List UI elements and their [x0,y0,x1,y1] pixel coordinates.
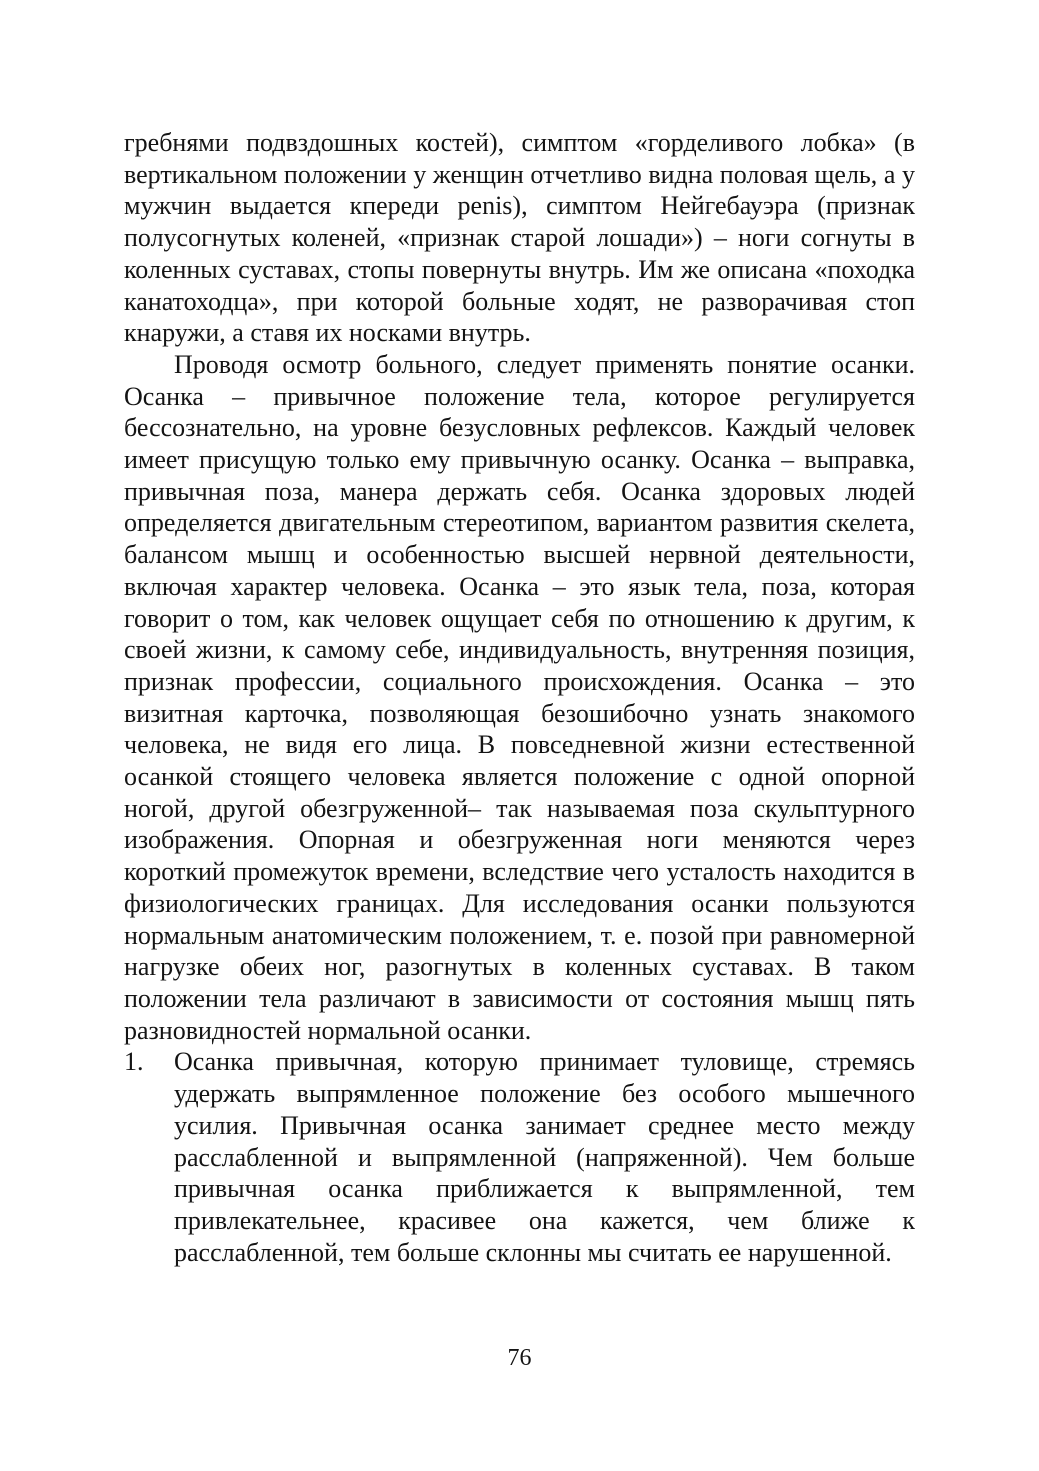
list-item-text: Осанка привычная, которую принимает туловище, стремясь удержать выпрямленное положение без особого мышечного усилия. Привычная осанка занимает среднее место между расслабленной и выпрямленной (напряженной). Чем больше привычная осанка приближается к выпрямленной, тем привлекательнее, красивее она кажется, чем ближе к расслабленной, тем больше склонны мы считать ее нарушенной. [174,1047,915,1267]
page-body [124,127,915,1268]
list-item [124,1046,915,1268]
posture-types-list [124,1046,915,1268]
list-item-number: 1. [124,1047,144,1077]
paragraph-posture-definition: Проводя осмотр больного, следует применять понятие осанки. Осанка – привычное положение тела, которое регулируется бессознательно, на уровне безусловных рефлексов. Каждый человек имеет присущую только ему привычную осанку. Осанка – выправка, привычная поза, манера держать себя. Осанка здоровых людей определяется двигательным стереотипом, вариантом развития скелета, балансом мышц и особенностью высшей нервной деятельности, включая характер человека. Осанка – это язык тела, поза, которая говорит о том, как человек ощущает себя по отношению к другим, к своей жизни, к самому себе, индивидуальность, внутренняя позиция, признак профессии, социального происхождения. Осанка – это визитная карточка, позволяющая безошибочно узнать знакомого человека, не видя его лица. В повседневной жизни естественной осанкой стоящего человека является положение с одной опорной ногой, другой обезгруженной– так называемая поза скульптурного изображения. Опорная и обезгруженная ноги меняются через короткий промежуток времени, вследствие чего усталость находится в физиологических границах. Для исследования осанки пользуются нормальным анатомическим положением, т. е. позой при равномерной нагрузке обеих ног, разогнутых в коленных суставах. В таком положении тела различают в зависимости от состояния мышц пять разновидностей нормальной осанки. [124,349,915,1045]
paragraph-continuation: гребнями подвздошных костей), симптом «горделивого лобка» (в вертикальном положении у женщин отчетливо видна половая щель, а у мужчин выдается кпереди penis), симптом Нейгебауэра (признак полусогнутых коленей, «признак старой лошади») – ноги согнуты в коленных суставах, стопы повернуты внутрь. Им же описана «походка канатоходца», при которой больные ходят, не разворачивая стоп кнаружи, а ставя их носками внутрь. [124,128,915,348]
page-number: 76 [507,1345,532,1371]
